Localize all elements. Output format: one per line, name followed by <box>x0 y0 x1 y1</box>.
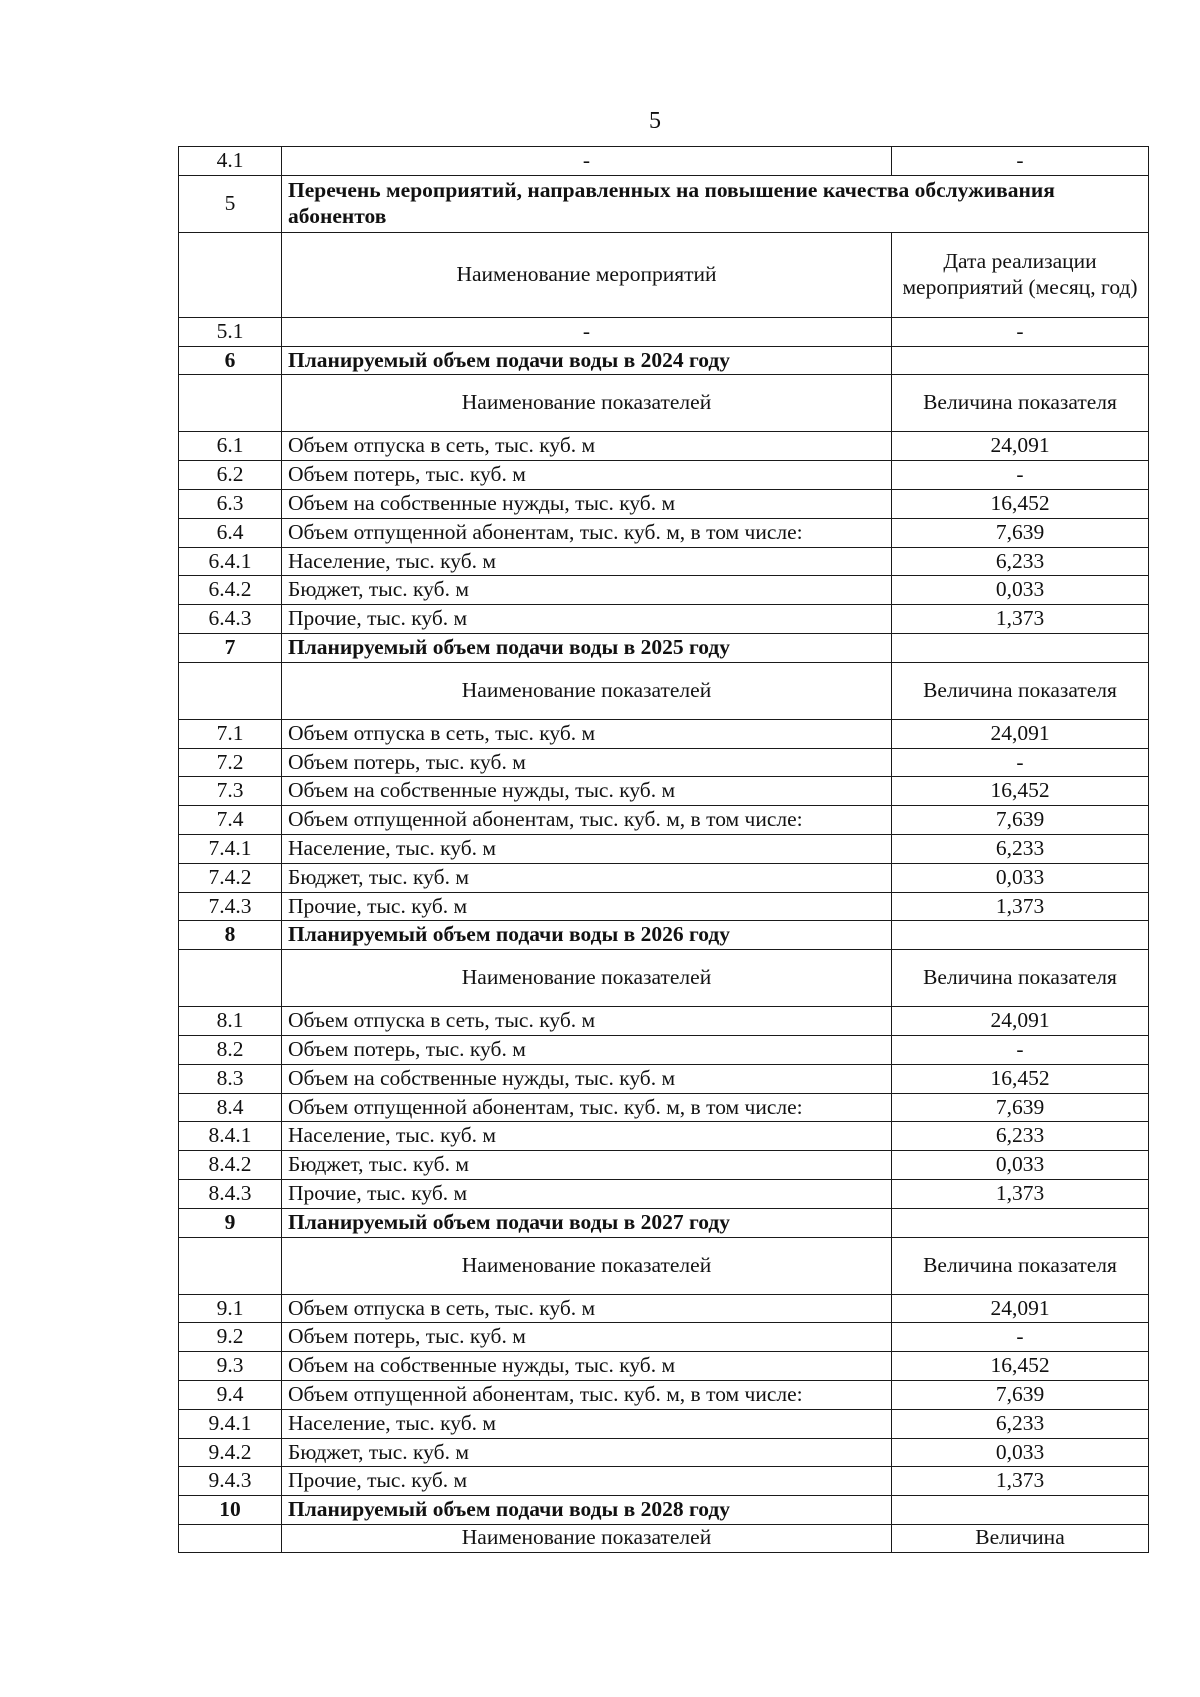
row-number: 8.3 <box>179 1064 282 1093</box>
section-number: 6 <box>179 346 282 375</box>
row-number: 9.4.1 <box>179 1409 282 1438</box>
row-name: Объем отпуска в сеть, тыс. куб. м <box>282 719 892 748</box>
section-title-row <box>179 346 1149 375</box>
row-name: Население, тыс. куб. м <box>282 1409 892 1438</box>
table-row <box>179 719 1149 748</box>
header-number-cell <box>179 1524 282 1552</box>
table-row <box>179 1352 1149 1381</box>
row-value: 1,373 <box>892 1467 1149 1496</box>
table-row <box>179 518 1149 547</box>
row-name: Прочие, тыс. куб. м <box>282 1467 892 1496</box>
indicators-table <box>178 146 1149 1553</box>
column-header-value: Величина показателя <box>892 950 1149 1007</box>
section-number: 5 <box>179 175 282 232</box>
section-empty-cell <box>892 921 1149 950</box>
table-row <box>179 432 1149 461</box>
column-header-row <box>179 950 1149 1007</box>
table-row <box>179 892 1149 921</box>
row-name: Объем потерь, тыс. куб. м <box>282 748 892 777</box>
table-row <box>179 1294 1149 1323</box>
row-value: 0,033 <box>892 1151 1149 1180</box>
header-number-cell <box>179 1237 282 1294</box>
row-value: 1,373 <box>892 1179 1149 1208</box>
row-number: 6.2 <box>179 461 282 490</box>
column-header-value: Величина показателя <box>892 375 1149 432</box>
row-name: Объем отпуска в сеть, тыс. куб. м <box>282 1007 892 1036</box>
row-value: 24,091 <box>892 1294 1149 1323</box>
row-name: Объем на собственные нужды, тыс. куб. м <box>282 777 892 806</box>
row-number: 9.2 <box>179 1323 282 1352</box>
column-header-row <box>179 232 1149 317</box>
row-number: 6.4.2 <box>179 576 282 605</box>
row-name: Объем отпуска в сеть, тыс. куб. м <box>282 432 892 461</box>
row-value: 0,033 <box>892 576 1149 605</box>
row-number: 7.3 <box>179 777 282 806</box>
row-number: 7.1 <box>179 719 282 748</box>
row-number: 6.4.3 <box>179 605 282 634</box>
column-header-row <box>179 662 1149 719</box>
table-row <box>179 1380 1149 1409</box>
row-name: Бюджет, тыс. куб. м <box>282 863 892 892</box>
row-number: 8.2 <box>179 1035 282 1064</box>
table-row <box>179 1035 1149 1064</box>
row-name: Объем отпущенной абонентам, тыс. куб. м, в том числе: <box>282 1380 892 1409</box>
row-name: Прочие, тыс. куб. м <box>282 892 892 921</box>
table-row <box>179 777 1149 806</box>
table-row <box>179 1179 1149 1208</box>
table-row <box>179 547 1149 576</box>
row-value: 7,639 <box>892 1093 1149 1122</box>
section-empty-cell <box>892 346 1149 375</box>
row-value: 24,091 <box>892 432 1149 461</box>
row-name: Объем отпущенной абонентам, тыс. куб. м, в том числе: <box>282 1093 892 1122</box>
row-number: 6.4.1 <box>179 547 282 576</box>
header-number-cell <box>179 375 282 432</box>
row-number: 9.4.2 <box>179 1438 282 1467</box>
section-title: Планируемый объем подачи воды в 2025 году <box>282 633 892 662</box>
section-title-row <box>179 175 1149 232</box>
row-number: 7.4.1 <box>179 834 282 863</box>
row-value: 16,452 <box>892 1064 1149 1093</box>
table-row <box>179 1438 1149 1467</box>
section-number: 10 <box>179 1496 282 1525</box>
section-title-row <box>179 921 1149 950</box>
row-name: Объем отпуска в сеть, тыс. куб. м <box>282 1294 892 1323</box>
row-value: 1,373 <box>892 892 1149 921</box>
row-value: 6,233 <box>892 1409 1149 1438</box>
column-header-name: Наименование показателей <box>282 375 892 432</box>
table-row <box>179 1323 1149 1352</box>
section-title: Перечень мероприятий, направленных на повышение качества обслуживания абонентов <box>282 175 1149 232</box>
section-number: 7 <box>179 633 282 662</box>
row-name: Бюджет, тыс. куб. м <box>282 1438 892 1467</box>
section-title-row <box>179 633 1149 662</box>
column-header-value: Величина показателя <box>892 662 1149 719</box>
section-number: 9 <box>179 1208 282 1237</box>
section-title: Планируемый объем подачи воды в 2028 году <box>282 1496 892 1525</box>
column-header-value: Величина <box>892 1524 1149 1552</box>
row-value: 7,639 <box>892 806 1149 835</box>
table-row <box>179 748 1149 777</box>
column-header-name: Наименование показателей <box>282 1237 892 1294</box>
row-number: 9.1 <box>179 1294 282 1323</box>
row-name: Население, тыс. куб. м <box>282 1122 892 1151</box>
table-row <box>179 1467 1149 1496</box>
row-name: Население, тыс. куб. м <box>282 834 892 863</box>
row-value: 6,233 <box>892 1122 1149 1151</box>
row-value: 16,452 <box>892 777 1149 806</box>
row-name: Объем на собственные нужды, тыс. куб. м <box>282 489 892 518</box>
column-header-row <box>179 1524 1149 1552</box>
row-number: 7.4.3 <box>179 892 282 921</box>
column-header-name: Наименование показателей <box>282 662 892 719</box>
table-row <box>179 1122 1149 1151</box>
column-header-name: Наименование мероприятий <box>282 232 892 317</box>
header-number-cell <box>179 950 282 1007</box>
column-header-row <box>179 375 1149 432</box>
row-number: 9.3 <box>179 1352 282 1381</box>
row-number: 8.4 <box>179 1093 282 1122</box>
row-value: - <box>892 748 1149 777</box>
row-value: - <box>892 147 1149 176</box>
row-number: 9.4 <box>179 1380 282 1409</box>
row-name: Бюджет, тыс. куб. м <box>282 576 892 605</box>
row-value: - <box>892 461 1149 490</box>
row-name: Объем на собственные нужды, тыс. куб. м <box>282 1352 892 1381</box>
row-number: 9.4.3 <box>179 1467 282 1496</box>
indicators-table-body <box>179 147 1149 1553</box>
row-number: 8.1 <box>179 1007 282 1036</box>
row-number: 7.4.2 <box>179 863 282 892</box>
table-row <box>179 147 1149 176</box>
column-header-name: Наименование показателей <box>282 950 892 1007</box>
row-name: Объем потерь, тыс. куб. м <box>282 1323 892 1352</box>
page-number: 5 <box>649 108 661 134</box>
section-number: 8 <box>179 921 282 950</box>
row-name: Бюджет, тыс. куб. м <box>282 1151 892 1180</box>
row-number: 6.4 <box>179 518 282 547</box>
table-row <box>179 317 1149 346</box>
column-header-row <box>179 1237 1149 1294</box>
row-value: 1,373 <box>892 605 1149 634</box>
row-name: Объем потерь, тыс. куб. м <box>282 461 892 490</box>
row-name: Прочие, тыс. куб. м <box>282 605 892 634</box>
table-row <box>179 1151 1149 1180</box>
section-title-row <box>179 1496 1149 1525</box>
row-number: 8.4.1 <box>179 1122 282 1151</box>
section-title: Планируемый объем подачи воды в 2024 году <box>282 346 892 375</box>
row-value: 7,639 <box>892 518 1149 547</box>
table-row <box>179 461 1149 490</box>
row-value: 6,233 <box>892 834 1149 863</box>
header-number-cell <box>179 662 282 719</box>
row-number: 4.1 <box>179 147 282 176</box>
row-number: 8.4.2 <box>179 1151 282 1180</box>
row-number: 7.4 <box>179 806 282 835</box>
table-row <box>179 1093 1149 1122</box>
column-header-value: Дата реализации мероприятий (месяц, год) <box>892 232 1149 317</box>
table-row <box>179 863 1149 892</box>
section-title: Планируемый объем подачи воды в 2027 году <box>282 1208 892 1237</box>
table-row <box>179 1409 1149 1438</box>
row-name: Объем на собственные нужды, тыс. куб. м <box>282 1064 892 1093</box>
row-value: - <box>892 1323 1149 1352</box>
row-number: 6.3 <box>179 489 282 518</box>
row-number: 7.2 <box>179 748 282 777</box>
section-empty-cell <box>892 633 1149 662</box>
header-number-cell <box>179 232 282 317</box>
row-value: 7,639 <box>892 1380 1149 1409</box>
row-number: 6.1 <box>179 432 282 461</box>
row-name: - <box>282 317 892 346</box>
row-name: Объем отпущенной абонентам, тыс. куб. м, в том числе: <box>282 518 892 547</box>
column-header-value: Величина показателя <box>892 1237 1149 1294</box>
table-row <box>179 576 1149 605</box>
row-value: 6,233 <box>892 547 1149 576</box>
row-number: 8.4.3 <box>179 1179 282 1208</box>
table-row <box>179 489 1149 518</box>
section-title: Планируемый объем подачи воды в 2026 году <box>282 921 892 950</box>
row-name: Объем потерь, тыс. куб. м <box>282 1035 892 1064</box>
section-empty-cell <box>892 1208 1149 1237</box>
table-row <box>179 1007 1149 1036</box>
row-value: 16,452 <box>892 489 1149 518</box>
section-title-row <box>179 1208 1149 1237</box>
table-row <box>179 806 1149 835</box>
row-value: 24,091 <box>892 719 1149 748</box>
row-value: 0,033 <box>892 1438 1149 1467</box>
row-value: - <box>892 1035 1149 1064</box>
row-name: Объем отпущенной абонентам, тыс. куб. м, в том числе: <box>282 806 892 835</box>
row-name: - <box>282 147 892 176</box>
row-name: Прочие, тыс. куб. м <box>282 1179 892 1208</box>
row-value: 24,091 <box>892 1007 1149 1036</box>
row-value: 0,033 <box>892 863 1149 892</box>
section-empty-cell <box>892 1496 1149 1525</box>
row-number: 5.1 <box>179 317 282 346</box>
column-header-name: Наименование показателей <box>282 1524 892 1552</box>
row-value: - <box>892 317 1149 346</box>
row-value: 16,452 <box>892 1352 1149 1381</box>
table-row <box>179 605 1149 634</box>
table-row <box>179 1064 1149 1093</box>
table-row <box>179 834 1149 863</box>
row-name: Население, тыс. куб. м <box>282 547 892 576</box>
